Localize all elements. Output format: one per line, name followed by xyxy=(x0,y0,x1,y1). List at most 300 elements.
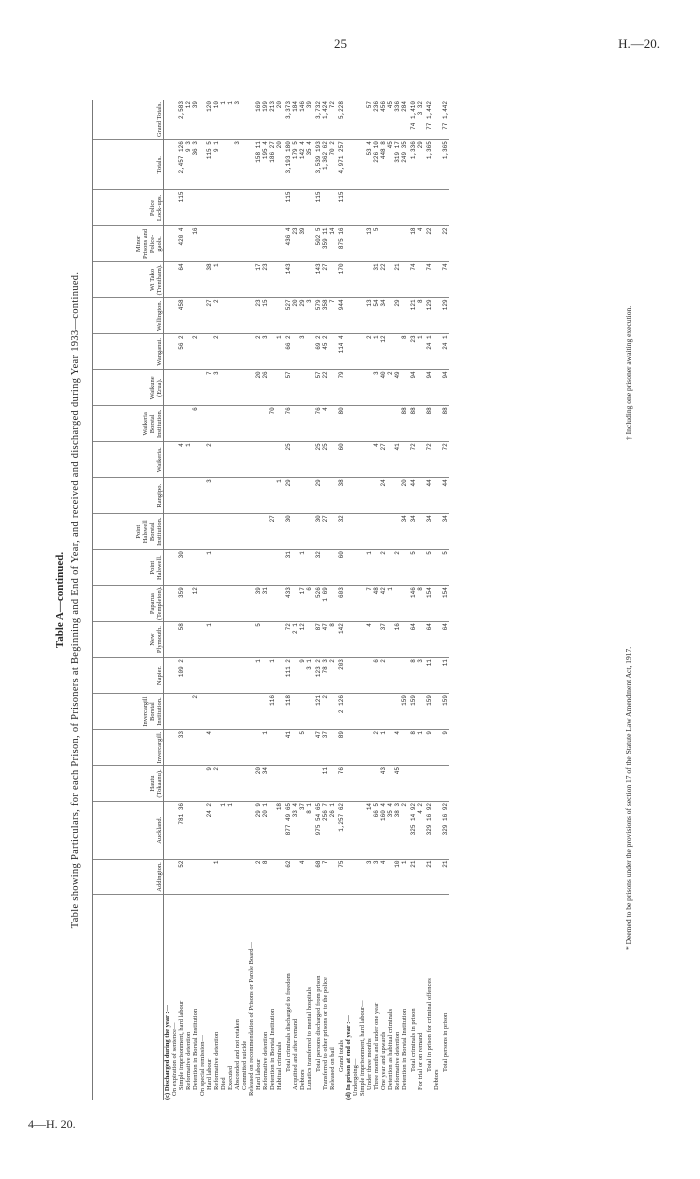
table-cell: 24 2 xyxy=(206,801,213,859)
table-cell: 5 xyxy=(299,730,306,766)
table-cell: 87 xyxy=(313,622,322,658)
table-cell xyxy=(359,694,366,730)
table-cell: 4 xyxy=(417,226,424,262)
table-cell xyxy=(164,190,172,226)
table-cell xyxy=(352,334,359,370)
table-cell: 64 xyxy=(178,262,185,298)
table-cell xyxy=(359,478,366,514)
table-cell xyxy=(269,586,276,622)
table-cell xyxy=(248,442,255,478)
table-cell: 72 xyxy=(440,442,449,478)
table-cell xyxy=(329,442,336,478)
table-cell xyxy=(359,262,366,298)
table-cell xyxy=(292,262,299,298)
table-cell xyxy=(387,859,394,895)
table-cell xyxy=(276,694,283,730)
table-cell xyxy=(401,262,408,298)
table-cell xyxy=(255,406,262,442)
table-cell: 5 xyxy=(424,550,433,586)
table-cell xyxy=(171,140,178,190)
table-cell xyxy=(213,550,220,586)
table-cell: 9 xyxy=(440,730,449,766)
table-cell: 58 xyxy=(178,622,185,658)
table-cell: 23 xyxy=(262,262,269,298)
table-cell xyxy=(276,550,283,586)
table-cell: 25 xyxy=(322,442,329,478)
table-cell: 2 xyxy=(366,334,373,370)
table-cell xyxy=(269,550,276,586)
row-label: Total criminals discharged to freedom xyxy=(285,973,292,1072)
table-cell xyxy=(373,694,380,730)
table-cell: 34 xyxy=(424,514,433,550)
table-cell xyxy=(213,442,220,478)
table-cell: 27 xyxy=(322,514,329,550)
table-cell xyxy=(206,586,213,622)
table-cell: 944 xyxy=(336,298,345,334)
table-cell xyxy=(373,478,380,514)
table-cell: 2 xyxy=(206,442,213,478)
table-cell xyxy=(164,859,172,895)
table-cell: 143 xyxy=(283,262,292,298)
table-cell: 1,362 62 xyxy=(322,140,329,190)
table-cell xyxy=(345,586,352,622)
table-cell: 115 5 xyxy=(206,140,213,190)
table-cell xyxy=(227,766,234,802)
column-header-text: Wanganui. xyxy=(156,337,163,366)
row-label: Undergoing— xyxy=(352,1058,359,1096)
table-cell xyxy=(440,766,449,802)
table-cell xyxy=(306,370,313,406)
table-cell xyxy=(292,442,299,478)
table-cell: 526 xyxy=(313,586,322,622)
table-cell: 24 1 xyxy=(440,334,449,370)
table-cell xyxy=(255,478,262,514)
table-cell xyxy=(171,298,178,334)
table-cell xyxy=(359,586,366,622)
table-cell xyxy=(373,766,380,802)
column-header-text: Point Halswell Borstal Institution. xyxy=(135,517,163,546)
table-cell xyxy=(359,550,366,586)
table-cell xyxy=(366,514,373,550)
table-cell xyxy=(220,262,227,298)
table-cell xyxy=(241,478,248,514)
table-cell xyxy=(292,586,299,622)
table-title: Table showing Particulars, for each Prison, of Prisoners at Beginning and End of Year, and received and discharged during Year 1933—continued. xyxy=(70,271,81,929)
table-cell xyxy=(234,262,241,298)
column-header-text: Minor Prisons and Police-gaols. xyxy=(135,228,163,260)
table-cell xyxy=(192,622,199,658)
table-cell: 1 xyxy=(255,658,262,694)
column-header xyxy=(93,190,164,226)
table-cell xyxy=(248,478,255,514)
table-cell: 1 xyxy=(417,730,424,766)
table-cell: 329 16 92 xyxy=(424,801,433,859)
table-cell xyxy=(248,622,255,658)
table-cell: 3,193 180 xyxy=(283,140,292,190)
table-cell xyxy=(178,406,185,442)
table-cell xyxy=(241,801,248,859)
table-cell: 32 xyxy=(313,550,322,586)
column-header xyxy=(93,801,164,859)
table-cell: 11 xyxy=(440,658,449,694)
column-header-text: Grand Totals. xyxy=(156,101,163,138)
table-cell: 249 35 xyxy=(401,140,408,190)
table-cell xyxy=(171,100,178,140)
table-cell: 8 xyxy=(417,586,424,622)
row-label: Under three months xyxy=(366,1038,373,1090)
table-cell xyxy=(417,442,424,478)
table-cell xyxy=(227,226,234,262)
table-cell: 1,424 xyxy=(322,100,329,140)
table-cell xyxy=(192,514,199,550)
table-cell: 4 xyxy=(178,442,185,478)
table-cell: 3 xyxy=(234,100,241,140)
table-row xyxy=(329,100,336,1100)
table-cell xyxy=(359,298,366,334)
table-cell xyxy=(241,406,248,442)
table-cell: 38 xyxy=(336,478,345,514)
table-cell xyxy=(213,406,220,442)
table-cell xyxy=(199,859,206,895)
row-label: Reformative detention xyxy=(262,1031,269,1090)
table-cell xyxy=(359,140,366,190)
table-cell xyxy=(213,586,220,622)
row-label: (c) Discharged during the year :— xyxy=(164,1004,171,1100)
table-cell xyxy=(241,859,248,895)
table-row xyxy=(269,100,276,1100)
table-cell: 1,365 xyxy=(424,140,433,190)
table-cell xyxy=(227,190,234,226)
table-cell xyxy=(345,514,352,550)
table-cell xyxy=(387,406,394,442)
table-cell: 114 4 xyxy=(336,334,345,370)
table-cell: 52 xyxy=(178,859,185,895)
table-cell xyxy=(206,226,213,262)
table-cell: 69 2 xyxy=(313,334,322,370)
table-cell xyxy=(306,622,313,658)
table-cell: 4 xyxy=(206,730,213,766)
table-cell xyxy=(306,730,313,766)
table-cell: 39 xyxy=(192,100,199,140)
table-cell xyxy=(269,801,276,859)
table-cell xyxy=(164,298,172,334)
table-cell xyxy=(164,801,172,859)
row-label: Hard labour xyxy=(206,1058,213,1090)
table-cell xyxy=(185,859,192,895)
table-row xyxy=(234,100,241,1100)
table-cell xyxy=(269,190,276,226)
table-cell: 1,336 xyxy=(408,140,417,190)
column-header xyxy=(93,442,164,478)
table-cell: 78 3 xyxy=(322,658,329,694)
table-cell: 24 xyxy=(380,478,387,514)
table-cell: 129 xyxy=(440,298,449,334)
table-cell xyxy=(199,622,206,658)
table-cell xyxy=(192,859,199,895)
table-cell: 23 xyxy=(255,298,262,334)
table-cell xyxy=(255,226,262,262)
table-cell xyxy=(248,334,255,370)
row-label: On expiration of sentence— xyxy=(171,1022,178,1096)
table-cell: 35 4 xyxy=(387,801,394,859)
table-cell: 11 xyxy=(424,658,433,694)
table-cell xyxy=(262,658,269,694)
table-cell: 4 xyxy=(299,859,306,895)
table-cell xyxy=(192,658,199,694)
table-cell xyxy=(387,622,394,658)
table-cell: 20 xyxy=(255,370,262,406)
table-cell xyxy=(345,801,352,859)
table-row xyxy=(220,100,227,1100)
table-cell: 129 xyxy=(424,298,433,334)
table-cell: 21 xyxy=(408,859,417,895)
table-cell: 64 xyxy=(408,622,417,658)
column-header-text: Wi Tako (Trentham). xyxy=(149,264,163,296)
table-cell xyxy=(199,550,206,586)
table-cell: 29 xyxy=(394,298,401,334)
table-cell: 23 xyxy=(292,226,299,262)
table-cell xyxy=(206,694,213,730)
table-cell xyxy=(192,190,199,226)
table-cell xyxy=(255,694,262,730)
table-cell xyxy=(359,442,366,478)
table-cell: 319 17 xyxy=(394,140,401,190)
table-cell xyxy=(234,550,241,586)
row-label: Detention in Borstal Institution xyxy=(269,1008,276,1090)
table-cell xyxy=(299,406,306,442)
table-row xyxy=(283,100,292,1100)
column-header xyxy=(93,694,164,730)
table-cell xyxy=(269,334,276,370)
table-row xyxy=(345,100,352,1100)
table-cell xyxy=(192,262,199,298)
table-cell: 6 xyxy=(306,586,313,622)
table-cell: 1 xyxy=(373,334,380,370)
table-cell xyxy=(417,478,424,514)
table-cell: 13 xyxy=(366,226,373,262)
table-cell xyxy=(352,586,359,622)
table-cell xyxy=(213,190,220,226)
table-cell xyxy=(276,730,283,766)
table-cell xyxy=(276,658,283,694)
table-cell xyxy=(329,370,336,406)
table-cell xyxy=(178,370,185,406)
table-cell xyxy=(306,190,313,226)
table-cell: 359 11 xyxy=(322,226,329,262)
table-cell xyxy=(352,262,359,298)
table-cell: 44 xyxy=(440,478,449,514)
table-cell xyxy=(248,730,255,766)
table-cell xyxy=(359,370,366,406)
table-cell: 3,373 xyxy=(283,100,292,140)
table-cell xyxy=(164,478,172,514)
table-cell xyxy=(164,140,172,190)
table-cell: 2 xyxy=(322,694,329,730)
table-cell xyxy=(199,730,206,766)
table-cell xyxy=(417,622,424,658)
table-cell: 42 xyxy=(380,586,387,622)
table-cell xyxy=(352,694,359,730)
table-cell: 49 xyxy=(394,370,401,406)
page-code: H.—20. xyxy=(618,36,660,51)
table-cell: 1 xyxy=(220,100,227,140)
table-cell xyxy=(269,298,276,334)
table-cell xyxy=(269,262,276,298)
table-cell xyxy=(262,190,269,226)
table-cell xyxy=(206,658,213,694)
table-cell xyxy=(220,442,227,478)
table-cell xyxy=(234,730,241,766)
table-cell: 123 2 xyxy=(313,658,322,694)
table-cell: 79 xyxy=(336,370,345,406)
table-cell xyxy=(171,859,178,895)
table-cell xyxy=(185,730,192,766)
table-cell xyxy=(408,766,417,802)
table-cell: 5 xyxy=(255,622,262,658)
table-cell: 2 xyxy=(394,550,401,586)
table-cell: 39 xyxy=(299,226,306,262)
table-cell: 18 xyxy=(408,226,417,262)
table-cell: 39 xyxy=(255,586,262,622)
table-cell: 1 xyxy=(213,262,220,298)
table-cell: 256 7 xyxy=(322,801,329,859)
table-cell xyxy=(433,622,440,658)
table-cell xyxy=(255,730,262,766)
table-cell xyxy=(433,100,440,140)
table-cell xyxy=(387,694,394,730)
table-cell: 160 4 xyxy=(380,801,387,859)
table-cell xyxy=(185,766,192,802)
table-cell: 142 xyxy=(336,622,345,658)
table-cell xyxy=(401,658,408,694)
table-cell: 329 16 92 xyxy=(440,801,449,859)
column-header xyxy=(93,406,164,442)
table-cell: 3,539 193 xyxy=(313,140,322,190)
table-cell: 8 xyxy=(329,622,336,658)
table-cell xyxy=(192,370,199,406)
table-cell xyxy=(227,442,234,478)
row-label: On special remission— xyxy=(199,1034,206,1096)
table-cell xyxy=(283,766,292,802)
table-cell xyxy=(345,406,352,442)
row-label: Debtors xyxy=(433,1069,440,1090)
table-row xyxy=(387,100,394,1100)
table-cell xyxy=(262,406,269,442)
table-row xyxy=(440,100,449,1100)
table-cell xyxy=(227,298,234,334)
table-cell: 170 xyxy=(336,262,345,298)
table-cell: 89 xyxy=(336,730,345,766)
table-cell xyxy=(213,478,220,514)
table-cell: 1,365 xyxy=(440,140,449,190)
table-cell: 32 xyxy=(336,514,345,550)
table-cell xyxy=(241,442,248,478)
table-cell xyxy=(164,694,172,730)
table-cell xyxy=(213,514,220,550)
table-cell xyxy=(220,226,227,262)
table-cell: 1 69 xyxy=(322,586,329,622)
table-cell xyxy=(213,694,220,730)
table-cell xyxy=(373,550,380,586)
table-cell xyxy=(387,658,394,694)
table-cell: 527 xyxy=(283,298,292,334)
table-cell xyxy=(352,406,359,442)
table-cell xyxy=(352,730,359,766)
row-label: Committed suicide xyxy=(241,1040,248,1090)
row-label: Died xyxy=(220,1077,227,1090)
table-cell xyxy=(329,694,336,730)
table-cell: 2 xyxy=(373,730,380,766)
table-cell xyxy=(345,658,352,694)
table-cell: 88 xyxy=(440,406,449,442)
table-cell xyxy=(352,658,359,694)
table-cell xyxy=(185,226,192,262)
row-label: Detention in Borstal Institution xyxy=(192,1008,199,1090)
table-cell xyxy=(417,859,424,895)
table-cell: 45 xyxy=(387,100,394,140)
table-cell xyxy=(262,694,269,730)
table-cell: 2 xyxy=(213,334,220,370)
table-row xyxy=(306,100,313,1100)
table-cell xyxy=(424,766,433,802)
table-cell xyxy=(269,859,276,895)
table-cell xyxy=(248,226,255,262)
table-cell xyxy=(262,442,269,478)
table-cell xyxy=(322,190,329,226)
table-cell xyxy=(306,334,313,370)
table-cell xyxy=(164,334,172,370)
table-cell xyxy=(329,478,336,514)
table-cell xyxy=(206,406,213,442)
table-cell xyxy=(171,622,178,658)
table-cell xyxy=(433,334,440,370)
table-cell xyxy=(313,766,322,802)
table-row xyxy=(255,100,262,1100)
table-cell: 60 xyxy=(336,550,345,586)
row-label: For trial or on remand xyxy=(417,1032,424,1090)
column-header-text: Waikune (Erua). xyxy=(149,376,163,400)
table-cell: 76 xyxy=(283,406,292,442)
table-cell xyxy=(248,140,255,190)
table-cell: 121 xyxy=(408,298,417,334)
table-wrapper xyxy=(92,100,449,1100)
footnote-statute: * Deemed to be prisons under the provisions of section 17 of the Statute Law Amendment Act, 1917. xyxy=(624,646,633,950)
table-cell xyxy=(248,406,255,442)
table-cell xyxy=(178,766,185,802)
table-cell xyxy=(401,226,408,262)
table-cell: 7 xyxy=(329,298,336,334)
table-row xyxy=(262,100,269,1100)
column-header-text: Point Halswell. xyxy=(149,555,163,581)
table-cell xyxy=(206,190,213,226)
table-cell xyxy=(276,622,283,658)
table-cell xyxy=(380,190,387,226)
table-cell: 22 xyxy=(380,262,387,298)
table-cell xyxy=(366,730,373,766)
row-label: Reformative detention xyxy=(394,1031,401,1090)
table-cell xyxy=(345,442,352,478)
row-label: Released on bail xyxy=(329,1047,336,1090)
table-cell xyxy=(206,514,213,550)
table-cell xyxy=(227,730,234,766)
table-cell xyxy=(299,514,306,550)
table-cell xyxy=(262,226,269,262)
table-cell xyxy=(380,406,387,442)
table-cell: 57 xyxy=(366,100,373,140)
table-cell xyxy=(185,370,192,406)
table-cell: 88 xyxy=(424,406,433,442)
table-cell xyxy=(329,262,336,298)
